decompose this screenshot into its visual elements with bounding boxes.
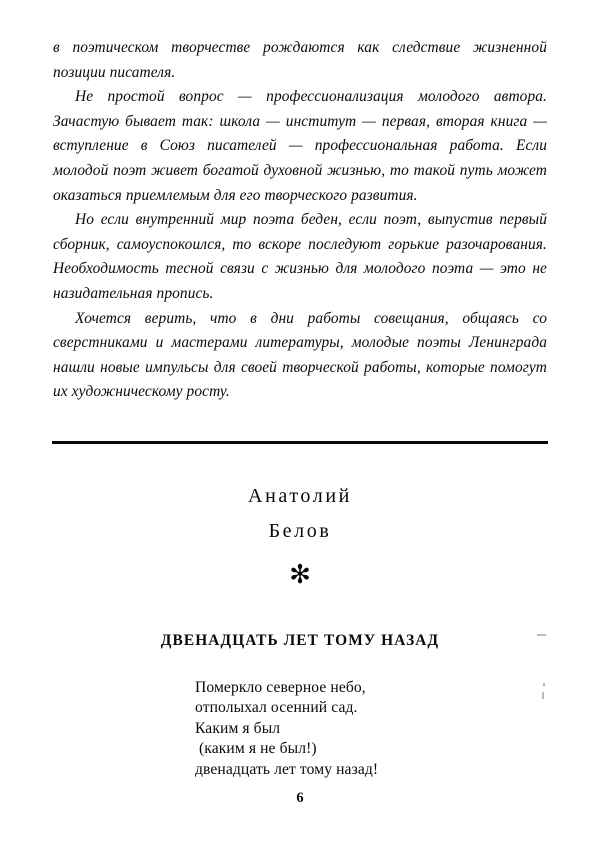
asterisk-separator-icon: ✻: [289, 560, 311, 590]
paragraph: Хочется верить, что в дни работы совещания, общаясь со сверстниками и мастерами литературы, молодые поэты Ленинграда нашли новые импульсы для своей творческой работы, которые помогут их художническому росту.: [53, 309, 547, 401]
author-name-block: [0, 479, 600, 549]
poem-line: отполыхал осенний сад.: [195, 699, 358, 717]
section-divider-rule: [52, 441, 548, 444]
poem-line: двенадцать лет тому назад!: [195, 760, 379, 778]
paragraph: Но если внутренний мир поэта беден, если поэт, выпустив первый сборник, самоуспокоился, то вскоре последуют горькие разочарования. Необходимость тесной связи с жизнью для молодого поэта — это не назидательная пропись.: [53, 211, 547, 302]
prose-section: [53, 36, 547, 405]
poem-title: ДВЕНАДЦАТЬ ЛЕТ ТОМУ НАЗАД: [160, 632, 440, 649]
author-last-name: Белов: [268, 520, 332, 542]
paragraph: Не простой вопрос — профессионализация молодого автора. Зачастую бывает так: школа — институт — первая, вторая книга — вступление в Союз писателей — профессиональная работа. Если молодой поэт живет богатой духовной жизнью, то такой путь может оказаться приемлемым для его творческого развития.: [53, 88, 547, 204]
poem-body: [195, 678, 535, 780]
page-number: 6: [296, 790, 304, 806]
poem-line: Померкло северное небо,: [195, 679, 366, 696]
author-first-name: Анатолий: [248, 485, 352, 507]
scan-artifact: [537, 634, 546, 636]
poem-line: (каким я не был!): [199, 740, 317, 758]
poem-line: Каким я был: [195, 719, 281, 737]
paragraph: в поэтическом творчестве рождаются как следствие жизненной позиции писателя.: [53, 39, 547, 81]
scan-artifact: [542, 692, 544, 699]
scan-artifact: [543, 683, 545, 686]
